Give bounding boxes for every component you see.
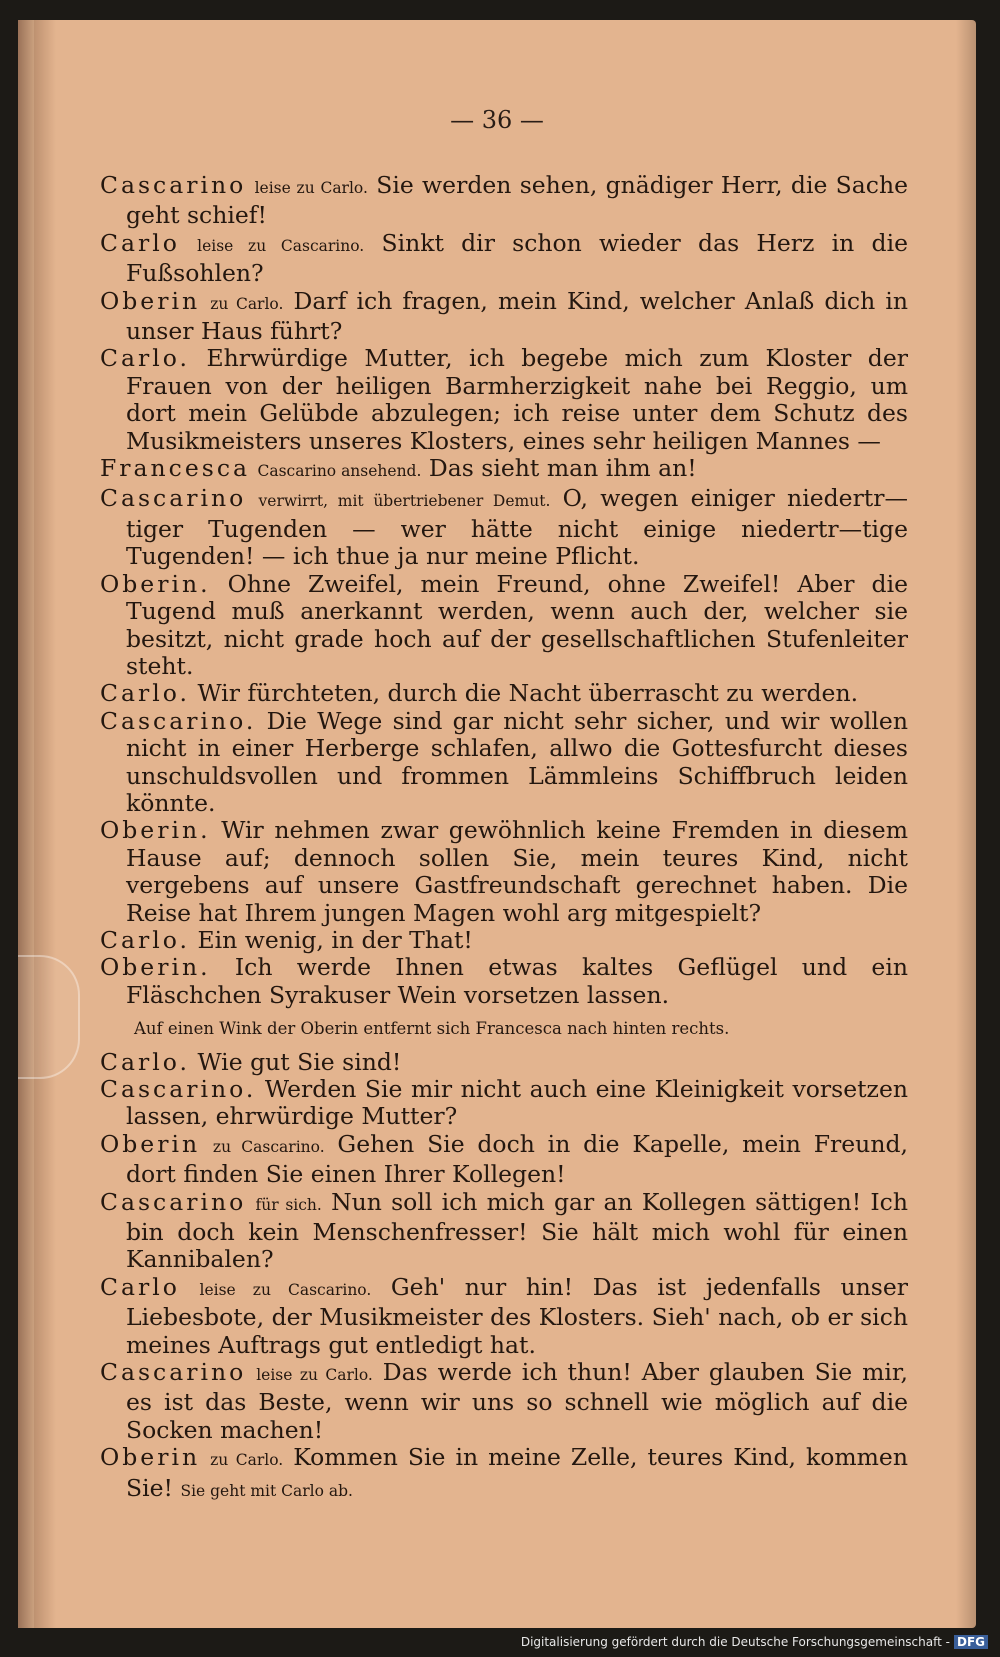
stage-note: zu Carlo.	[210, 1451, 284, 1470]
stage-note: leise zu Carlo.	[254, 179, 368, 197]
speaker-name: Cascarino.	[100, 706, 257, 735]
speaker-name: Oberin	[100, 1443, 201, 1472]
dialogue-line	[100, 172, 908, 230]
stage-note: Sie geht mit Carlo ab.	[180, 1481, 353, 1500]
spoken-text: Wie gut Sie sind!	[197, 1047, 402, 1076]
spoken-text: Das werde ich thun! Aber glauben Sie mir, es ist das Beste, wenn wir uns so schnell wie möglich auf die Socken machen!	[126, 1358, 908, 1444]
page-edge-shadow	[956, 20, 976, 1628]
dialogue-line	[100, 1049, 908, 1076]
speaker-name: Cascarino	[100, 1187, 247, 1216]
dialogue-line	[100, 954, 908, 1009]
speaker-name: Carlo	[100, 1272, 180, 1301]
stage-note: Cascarino ansehend.	[257, 462, 422, 481]
page-text-block	[100, 172, 908, 1505]
book-spine	[18, 20, 34, 1628]
speaker-name: Cascarino	[100, 1358, 247, 1387]
dfg-logo: DFG	[954, 1635, 988, 1649]
dialogue-line	[100, 455, 908, 485]
dialogue-line	[100, 288, 908, 346]
stage-note: leise zu Cascarino.	[199, 1280, 372, 1299]
spoken-text: Ein wenig, in der That!	[197, 925, 473, 954]
spoken-text: Gehen Sie doch in die Kapelle, mein Freund, dort finden Sie einen Ihrer Kollegen!	[126, 1129, 908, 1189]
page-gutter-shadow	[34, 20, 56, 1628]
speaker-name: Cascarino	[100, 484, 247, 513]
spoken-text: Die Wege sind gar nicht sehr sicher, und wir wollen nicht in einer Herberge schlafen, allwo die Gottesfurcht dieses unschuldsvollen und frommen Lämmleins Schiffbruch leiden könnte.	[126, 706, 908, 817]
spoken-text: Kommen Sie in meine Zelle, teures Kind, kommen Sie!	[126, 1443, 908, 1502]
speaker-name: Oberin	[100, 286, 201, 315]
dialogue-line	[100, 571, 908, 681]
stage-note: für sich.	[255, 1195, 322, 1214]
dialogue-line	[100, 817, 908, 927]
stage-note: leise zu Carlo.	[256, 1366, 373, 1385]
spoken-text: Das sieht man ihm an!	[428, 454, 697, 483]
dialogue-line	[100, 1131, 908, 1189]
dialogue-line	[100, 1444, 908, 1505]
stage-note: verwirrt, mit übertriebener Demut.	[258, 492, 551, 511]
speaker-name: Carlo.	[100, 1047, 190, 1076]
dialogue-line	[100, 345, 908, 455]
spoken-text: Geh' nur hin! Das ist jedenfalls unser Liebesbote, der Musikmeister des Klosters. Sieh' nach, ob er sich meines Auftrags gut entledigt hat.	[126, 1272, 908, 1359]
spoken-text: O, wegen einiger niedertr—tiger Tugenden — wer hätte nicht einige niedertr—tige Tugenden! — ich thue ja nur meine Pflicht.	[126, 484, 908, 571]
speaker-name: Francesca	[100, 454, 250, 483]
speaker-name: Oberin	[100, 1129, 201, 1158]
speaker-name: Carlo	[100, 228, 180, 257]
spoken-text: Ich werde Ihnen etwas kaltes Geflügel und ein Fläschchen Syrakuser Wein vorsetzen lassen.	[126, 953, 908, 1009]
spoken-text: Werden Sie mir nicht auch eine Kleinigkeit vorsetzen lassen, ehrwürdige Mutter?	[126, 1075, 908, 1131]
spoken-text: Sinkt dir schon wieder das Herz in die Fußsohlen?	[126, 228, 908, 288]
speaker-name: Cascarino.	[100, 1075, 257, 1103]
dialogue-line	[100, 927, 908, 954]
stage-note: zu Cascarino.	[212, 1137, 325, 1156]
spoken-text: Ohne Zweifel, mein Freund, ohne Zweifel! Aber die Tugend muß anerkannt werden, wenn auch der, welcher sie besitzt, nicht grade hoch auf der gesellschaftlichen Stufenleiter steht.	[126, 569, 908, 680]
dialogue-line	[100, 708, 908, 818]
dialogue-line	[100, 1359, 908, 1444]
spoken-text: Ehrwürdige Mutter, ich begebe mich zum Kloster der Frauen von der heiligen Barmherzigkeit nahe bei Reggio, um dort mein Gelübde abzulegen; ich reise unter dem Schutz des Musikmeisters unseres Klosters, eines sehr heiligen Mannes —	[126, 344, 908, 455]
digitization-footer	[521, 1635, 988, 1649]
spoken-text: Darf ich fragen, mein Kind, welcher Anlaß dich in unser Haus führt?	[126, 286, 908, 346]
dialogue-line	[100, 485, 908, 570]
speaker-name: Oberin.	[100, 816, 211, 845]
page-number: — 36 —	[450, 106, 544, 134]
spoken-text: Wir fürchteten, durch die Nacht überrascht zu werden.	[197, 679, 859, 708]
scanner-clip	[18, 955, 80, 1079]
spoken-text: Sie werden sehen, gnädiger Herr, die Sache geht schief!	[126, 171, 908, 230]
dialogue-line	[100, 1076, 908, 1131]
speaker-name: Carlo.	[100, 344, 190, 373]
stage-direction: Auf einen Wink der Oberin entfernt sich Francesca nach hinten rechts.	[134, 1019, 730, 1039]
speaker-name: Carlo.	[100, 679, 190, 708]
dialogue-line	[100, 1274, 908, 1359]
dialogue-line	[100, 1189, 908, 1274]
dialogue-line	[100, 230, 908, 288]
speaker-name: Cascarino	[100, 171, 247, 199]
spoken-text: Wir nehmen zwar gewöhnlich keine Fremden in diesem Hause auf; dennoch sollen Sie, mein teures Kind, nicht vergebens auf unsere Gastfreundschaft gerechnet haben. Die Reise hat Ihrem jungen Magen wohl arg mitgespielt?	[126, 816, 908, 927]
stage-note: zu Carlo.	[210, 294, 284, 313]
stage-note: leise zu Cascarino.	[197, 236, 365, 255]
footer-text: Digitalisierung gefördert durch die Deutsche Forschungsgemeinschaft -	[520, 1635, 950, 1649]
book-page	[18, 20, 976, 1628]
speaker-name: Oberin.	[100, 569, 211, 598]
spoken-text: Nun soll ich mich gar an Kollegen sättigen! Ich bin doch kein Menschenfresser! Sie hält mich wohl für einen Kannibalen?	[126, 1187, 908, 1274]
dialogue-line	[100, 680, 908, 707]
speaker-name: Carlo.	[100, 925, 190, 954]
speaker-name: Oberin.	[100, 953, 211, 982]
